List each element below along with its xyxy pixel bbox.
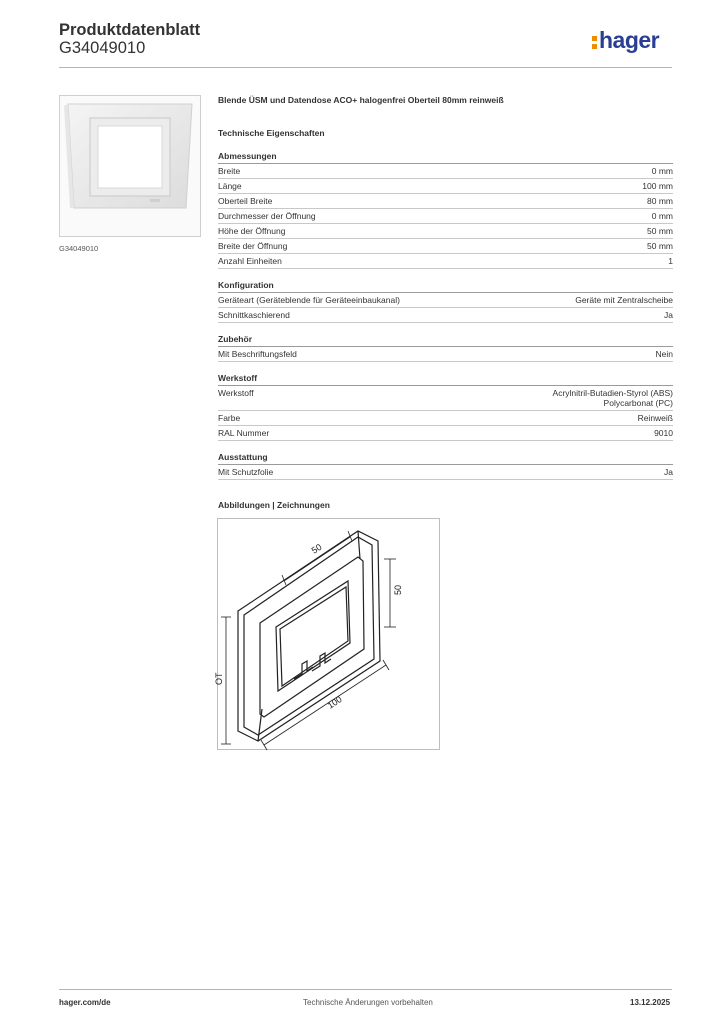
page-title: Produktdatenblatt (59, 21, 201, 39)
row-label: Farbe (218, 413, 241, 423)
section-title: Abmessungen (218, 151, 673, 164)
footer-divider (59, 989, 672, 990)
row-label: Anzahl Einheiten (218, 256, 282, 266)
product-image (59, 95, 201, 237)
row-value: Geräte mit Zentralscheibe (575, 295, 673, 305)
footer-date: 13.12.2025 (630, 998, 671, 1007)
footer-note: Technische Änderungen vorbehalten (303, 998, 433, 1007)
row-value: Ja (664, 310, 673, 320)
hager-logo (592, 27, 659, 54)
section-title: Werkstoff (218, 373, 673, 386)
table-row (218, 164, 673, 179)
header-divider (59, 67, 672, 68)
row-label: Länge (218, 181, 242, 191)
dim-top-label: 50 (309, 541, 324, 556)
row-value: Nein (655, 349, 673, 359)
table-row (218, 224, 673, 239)
image-caption: G34049010 (59, 244, 99, 253)
row-value: Ja (664, 467, 673, 477)
logo-mark-icon (592, 33, 598, 51)
row-value: Reinweiß (637, 413, 673, 423)
row-value: 100 mm (642, 181, 673, 191)
product-name: Blende ÜSM und Datendose ACO+ halogenfrei Oberteil 80mm reinweiß (218, 95, 504, 105)
spec-content (218, 95, 673, 510)
row-label: Höhe der Öffnung (218, 226, 286, 236)
table-row (218, 239, 673, 254)
dim-left-label: OT (214, 672, 224, 685)
row-value: 0 mm (651, 166, 673, 176)
table-row (218, 347, 673, 362)
row-label: Geräteart (Geräteblende für Geräteeinbaukanal) (218, 295, 400, 305)
row-value: 80 mm (647, 196, 673, 206)
row-value: 50 mm (647, 226, 673, 236)
section-abmessungen (218, 151, 673, 269)
section-konfiguration (218, 280, 673, 323)
section-zubehoer (218, 334, 673, 362)
table-row (218, 194, 673, 209)
row-label: Durchmesser der Öffnung (218, 211, 316, 221)
row-label: Breite (218, 166, 241, 176)
table-row (218, 465, 673, 480)
product-frame-icon (60, 96, 200, 236)
row-label: Mit Schutzfolie (218, 467, 274, 477)
row-label: Oberteil Breite (218, 196, 273, 206)
section-title: Konfiguration (218, 280, 673, 293)
dim-right-label: 50 (393, 584, 403, 595)
table-row (218, 209, 673, 224)
article-number: G34049010 (59, 39, 146, 57)
row-label: Breite der Öffnung (218, 241, 288, 251)
row-value-second: Polycarbonat (PC) (603, 398, 673, 408)
table-row (218, 426, 673, 441)
logo-text: hager (599, 27, 660, 53)
row-value: Acrylnitril-Butadien-Styrol (ABS) (552, 388, 673, 398)
dim-bottom-label: 100 (325, 694, 344, 711)
table-row (218, 411, 673, 426)
technical-heading: Technische Eigenschaften (218, 128, 325, 138)
table-row (218, 386, 673, 411)
section-title: Zubehör (218, 334, 673, 347)
row-label: Mit Beschriftungsfeld (218, 349, 297, 359)
technical-drawing (214, 518, 440, 750)
row-label: Werkstoff (218, 388, 254, 398)
section-title: Ausstattung (218, 452, 673, 465)
table-row (218, 179, 673, 194)
drawings-heading: Abbildungen | Zeichnungen (218, 500, 330, 510)
row-label: Schnittkaschierend (218, 310, 290, 320)
row-value: 9010 (654, 428, 673, 438)
footer-website-link[interactable]: hager.com/de (59, 998, 111, 1007)
row-value-multiline (553, 388, 673, 408)
table-row (218, 293, 673, 308)
row-value: 50 mm (647, 241, 673, 251)
table-row (218, 254, 673, 269)
section-ausstattung (218, 452, 673, 480)
table-row (218, 308, 673, 323)
section-werkstoff (218, 373, 673, 441)
frame-drawing-icon (214, 519, 439, 749)
row-value: 0 mm (651, 211, 673, 221)
row-value: 1 (668, 256, 673, 266)
row-label: RAL Nummer (218, 428, 270, 438)
